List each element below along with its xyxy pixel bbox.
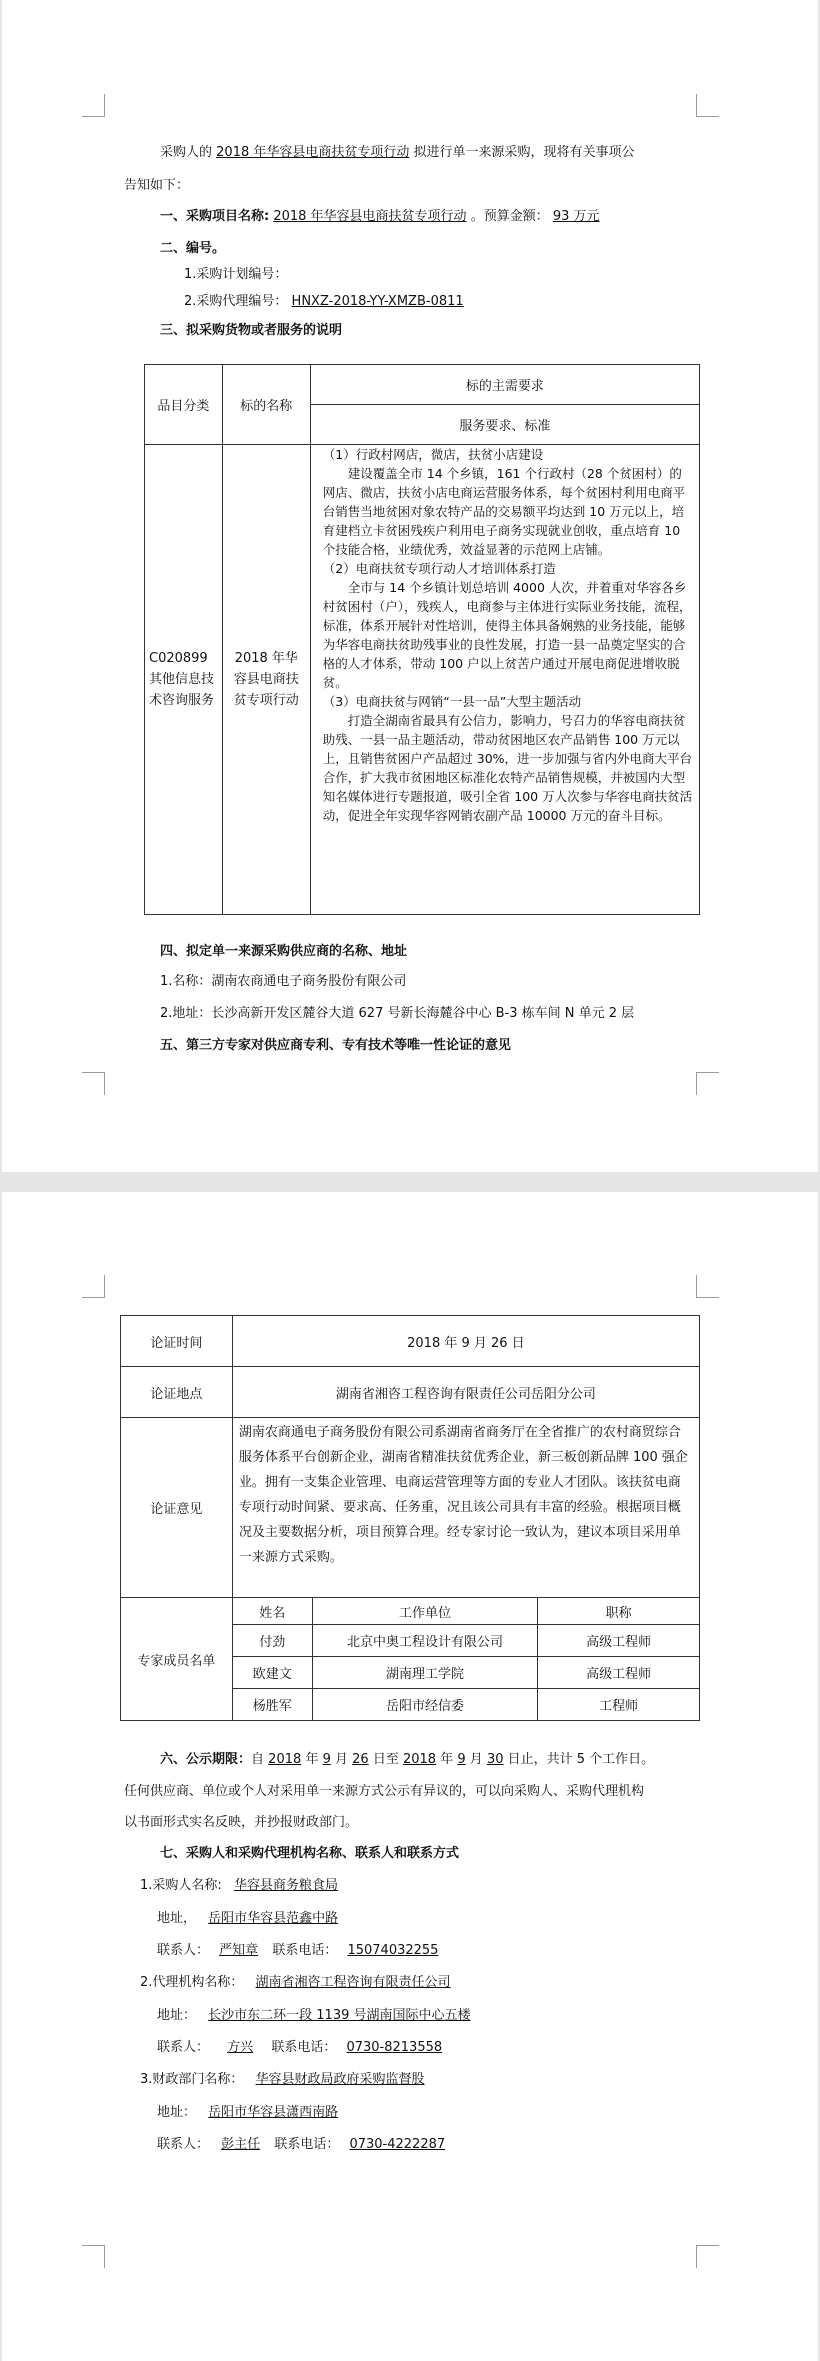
crop-mark — [82, 1072, 105, 1095]
supplier-address-line: 2.地址：长沙高新开发区麓谷大道 627 号新长海麓谷中心 B-3 栋车间 N 单元 2 层 — [160, 1006, 635, 1021]
section-5-heading: 五、第三方专家对供应商专利、专有技术等唯一性论证的意见 — [160, 1038, 512, 1053]
section-3-heading: 三、拟采购货物或者服务的说明 — [160, 323, 343, 338]
item-3-title: （3）电商扶贫与网销“一县一品”大型主题活动 — [322, 694, 582, 709]
document-page-2 — [2, 1192, 818, 2361]
review-opinion-value: 湖南农商通电子商务股份有限公司系湖南省商务厅在全省推广的农村商贸综合服务体系平台创新企业，湖南省精准扶贫优秀企业，新三板创新品牌 100 强企业。拥有一支集企业管理、电商运营管理等方面的专业人才团队。该扶贫电商专项行动时间紧、要求高、任务重，况且该公司具有丰富的经验。根据项目概况及主要数据分析，项目预算合理。经专家讨论一致认为，建议本项目采用单一来源方式采购。 — [232, 1418, 699, 1598]
col-requirement-header: 标的主需要求 — [310, 365, 699, 405]
crop-mark — [696, 1072, 719, 1095]
category-cell: C020899 其他信息技术咨询服务 — [145, 445, 223, 915]
plan-number-line: 1.采购计划编号： — [184, 267, 288, 282]
purchaser-name-line: 1.采购人名称: 华容县商务粮食局 — [140, 1878, 338, 1893]
experts-header-name: 姓名 — [232, 1598, 312, 1625]
crop-mark — [82, 1275, 105, 1298]
crop-mark — [82, 94, 105, 117]
review-place-value: 湖南省湘咨工程咨询有限责任公司岳阳分公司 — [232, 1367, 699, 1418]
experts-header-unit: 工作单位 — [312, 1598, 538, 1625]
review-time-value: 2018 年 9 月 26 日 — [232, 1316, 699, 1367]
col-name-header: 标的名称 — [222, 365, 310, 445]
finance-address-line: 地址： 岳阳市华容县潇西南路 — [157, 2105, 339, 2120]
crop-mark — [82, 2245, 105, 2268]
purchaser-address-line: 地址， 岳阳市华容县范鑫中路 — [157, 1911, 339, 1926]
item-name-cell: 2018 年华容县电商扶贫专项行动 — [222, 445, 310, 915]
review-place-label: 论证地点 — [121, 1367, 233, 1418]
publicity-period-line: 六、公示期限：自 2018 年 9 月 26 日至 2018 年 9 月 30 日止，共计 5 个工作日。 — [160, 1752, 655, 1767]
item-1-body: 建设覆盖全市 14 个乡镇，161 个行政村（28 个贫困村）的网店、微店，扶贫小店电商运营服务体系，每个贫困村利用电商平台销售当地贫困对象农特产品的交易额平均达到 10 万元以上，培育建档立卡贫困残疾户利用电子商务实现就业创收，重点培育 10 个技能合格，业绩优秀，效益显著的示范网上店铺。 — [322, 466, 686, 557]
project-name-line: 一、采购项目名称: 2018 年华容县电商扶贫专项行动 。预算金额： 93 万元 — [160, 209, 600, 224]
expert-name: 付劲 — [232, 1625, 312, 1657]
expert-unit: 岳阳市经信委 — [312, 1689, 538, 1721]
agency-address-line: 地址： 长沙市东二环一段 1139 号湖南国际中心五楼 — [157, 2008, 471, 2023]
expert-review-table — [120, 1315, 700, 1721]
section-2-heading: 二、编号。 — [160, 241, 226, 256]
agency-number-line: 2.采购代理编号： HNXZ-2018-YY-XMZB-0811 — [184, 294, 464, 309]
publicity-line-3: 以书面形式实名反映，并抄报财政部门。 — [124, 1815, 359, 1830]
finance-contact-line: 联系人： 彭主任 联系电话： 0730-4222287 — [157, 2137, 446, 2152]
intro-line: 采购人的 2018 年华容县电商扶贫专项行动 拟进行单一来源采购，现将有关事项公 — [160, 145, 635, 160]
experts-label: 专家成员名单 — [121, 1598, 233, 1721]
item-3-body: 打造全湖南省最具有公信力，影响力，号召力的华容电商扶贫助残、一县一品主题活动，带动贫困地区农产品销售 100 万元以上，且销售贫困户产品超过 30%，进一步加强与省内外电商大平台合作，扩大我市贫困地区标准化农特产品销售规模，并被国内大型知名媒体进行专题报道，吸引全省 100 万人次参与华容电商扶贫活动，促进全年实现华容网销农副产品 10000 万元的奋斗目标。 — [322, 713, 693, 823]
expert-unit: 北京中奥工程设计有限公司 — [312, 1625, 538, 1657]
crop-mark — [696, 94, 719, 117]
publicity-line-2: 任何供应商、单位或个人对采用单一来源方式公示有异议的，可以向采购人、采购代理机构 — [124, 1784, 645, 1799]
expert-title: 工程师 — [538, 1689, 700, 1721]
col-category-header: 品目分类 — [145, 365, 223, 445]
intro-line-2: 告知如下： — [124, 178, 190, 193]
item-1-title: （1）行政村网店，微店，扶贫小店建设 — [322, 447, 544, 462]
document-page-1 — [2, 0, 818, 1172]
col-requirement-subheader: 服务要求、标准 — [310, 405, 699, 445]
experts-header-title: 职称 — [538, 1598, 700, 1625]
requirements-cell — [310, 445, 699, 915]
crop-mark — [696, 1275, 719, 1298]
crop-mark — [696, 2245, 719, 2268]
expert-name: 欧建文 — [232, 1657, 312, 1689]
item-2-body: 全市与 14 个乡镇计划总培训 4000 人次，并着重对华容各乡村贫困村（户），残疾人，电商参与主体进行实际业务技能，流程，标准，体系开展针对性培训，使得主体具备娴熟的业务技能，能够为华容电商扶贫助残事业的良性发展，打造一县一品奠定坚实的合格的人才体系，带动 100 户以上贫苦户通过开展电商促进增收脱贫。 — [322, 580, 692, 690]
review-time-label: 论证时间 — [121, 1316, 233, 1367]
agency-name-line: 2.代理机构名称： 湖南省湘咨工程咨询有限责任公司 — [140, 1975, 451, 1990]
expert-unit: 湖南理工学院 — [312, 1657, 538, 1689]
item-2-title: （2）电商扶贫专项行动人才培训体系打造 — [322, 561, 556, 576]
purchaser-contact-line: 联系人： 严知章 联系电话： 15074032255 — [157, 1943, 439, 1958]
section-7-heading: 七、采购人和采购代理机构名称、联系人和联系方式 — [160, 1846, 460, 1861]
expert-title: 高级工程师 — [538, 1657, 700, 1689]
review-opinion-label: 论证意见 — [121, 1418, 233, 1598]
section-4-heading: 四、拟定单一来源采购供应商的名称、地址 — [160, 944, 408, 959]
agency-contact-line: 联系人： 方兴 联系电话： 0730-8213558 — [157, 2040, 443, 2055]
finance-name-line: 3.财政部门名称： 华容县财政局政府采购监督股 — [140, 2072, 425, 2087]
expert-title: 高级工程师 — [538, 1625, 700, 1657]
expert-name: 杨胜军 — [232, 1689, 312, 1721]
supplier-name-line: 1.名称：湖南农商通电子商务股份有限公司 — [160, 974, 407, 989]
procurement-table — [144, 364, 700, 915]
